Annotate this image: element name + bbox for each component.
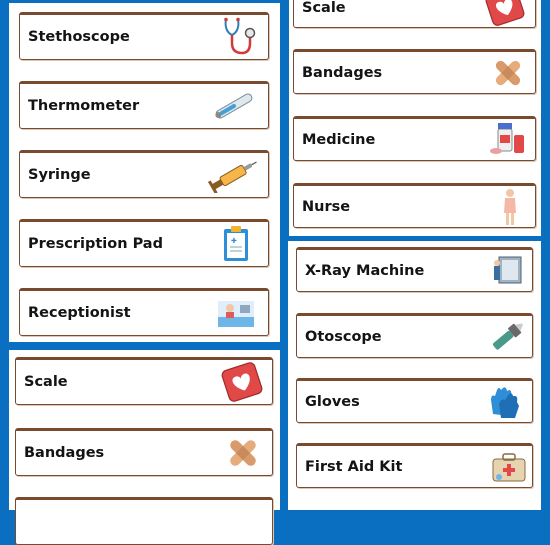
nurse-icon <box>500 187 520 227</box>
panel-bottom-right <box>288 241 541 510</box>
panel-bottom-left <box>9 350 280 510</box>
syringe-icon <box>208 157 260 193</box>
card-label: Syringe <box>28 167 91 183</box>
card-label: Scale <box>302 0 346 16</box>
card-syringe[interactable] <box>19 150 269 198</box>
card-label: Medicine <box>302 131 376 148</box>
gloves-icon <box>487 384 523 420</box>
card-scale[interactable] <box>293 0 536 28</box>
medicine-icon <box>488 121 528 159</box>
card-first-aid-kit[interactable] <box>296 443 533 488</box>
card-bandages[interactable] <box>293 49 536 94</box>
x-ray-machine-icon <box>491 253 525 289</box>
card-label: X-Ray Machine <box>305 262 425 279</box>
card-label: Receptionist <box>28 305 131 321</box>
card-label: First Aid Kit <box>305 458 403 475</box>
card-label: Prescription Pad <box>28 236 163 252</box>
card-stethoscope[interactable] <box>19 12 269 60</box>
bandage-icon <box>224 434 262 472</box>
card-label: Thermometer <box>28 98 140 114</box>
card-partial <box>15 497 273 545</box>
card-label: Stethoscope <box>28 29 130 45</box>
prescription-pad-icon <box>222 225 250 263</box>
card-label: Nurse <box>302 198 351 215</box>
first-aid-kit-icon <box>489 449 529 485</box>
card-label: Gloves <box>305 393 360 410</box>
bandage-icon <box>490 55 526 91</box>
card-label: Otoscope <box>305 328 382 345</box>
card-label: Bandages <box>302 64 383 81</box>
stethoscope-icon <box>220 17 256 57</box>
card-scale[interactable] <box>15 357 273 405</box>
card-medicine[interactable] <box>293 116 536 161</box>
svg-text:✚: ✚ <box>231 237 237 245</box>
card-thermometer[interactable] <box>19 81 269 129</box>
receptionist-icon <box>216 297 256 329</box>
card-gloves[interactable] <box>296 378 533 423</box>
otoscope-icon <box>487 319 527 355</box>
card-label: Scale <box>24 374 68 390</box>
card-prescription-pad[interactable] <box>19 219 269 267</box>
thermometer-icon <box>210 91 258 121</box>
panel-top-left <box>9 3 280 342</box>
scale-icon <box>220 361 264 403</box>
card-label: Bandages <box>24 445 105 461</box>
card-receptionist[interactable] <box>19 288 269 336</box>
card-nurse[interactable] <box>293 183 536 228</box>
scale-icon <box>484 0 526 27</box>
card-x-ray-machine[interactable] <box>296 247 533 292</box>
panel-top-right <box>289 0 541 236</box>
card-bandages[interactable] <box>15 428 273 476</box>
card-otoscope[interactable] <box>296 313 533 358</box>
